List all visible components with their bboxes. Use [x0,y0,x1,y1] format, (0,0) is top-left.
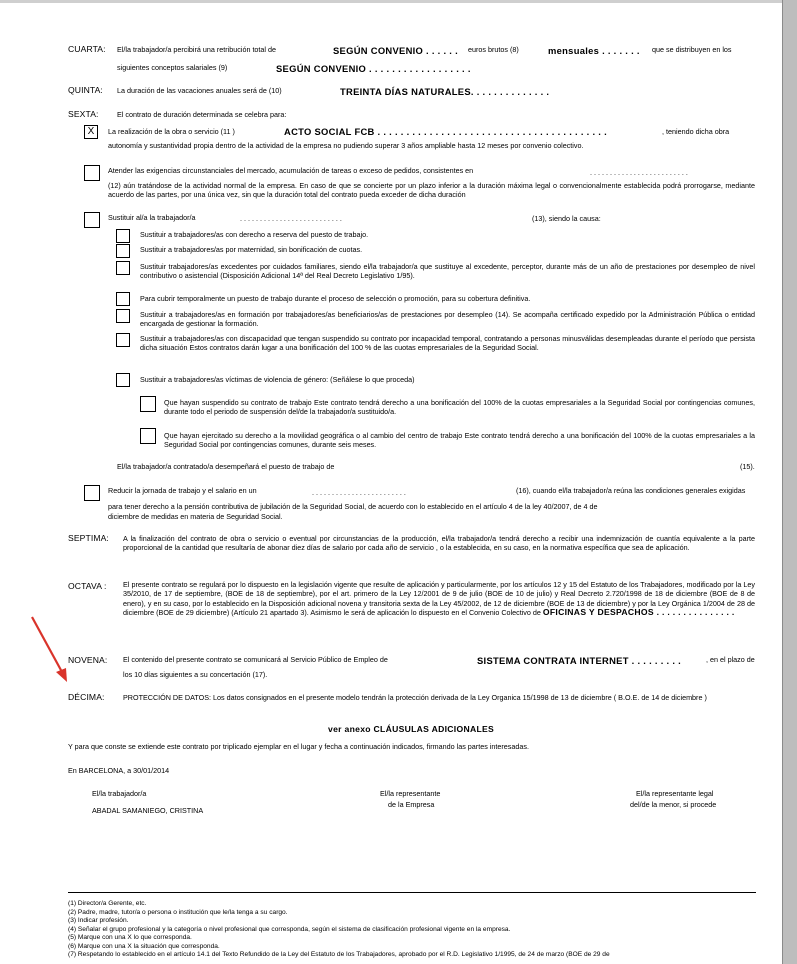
violencia-a-text: Que hayan suspendido su contrato de trabajo Este contrato tendrá derecho a una bonificación del 100% de la cuotas empresariales a la Seguridad Social por contingencias comunes, durante todo el periodo de suspensión del/de la trabajador/a sustituido/a. [164,398,755,417]
footnote-3: (3) Indicar profesión. [68,917,129,924]
obra-text-2: , teniendo dicha obra [662,127,730,136]
mercado-text-2: (12) aún tratándose de la actividad normal de la empresa. En caso de que se concierte por un plazo inferior a la duración máxima legal o convencionalmente establecida podrá prorrogarse, mediante acuerdo de las partes, por una única vez, sin que la duración total del contrato pueda exceder de dicha duración [108,181,755,200]
sustituir-option-6: Sustituir a trabajadores/as con discapacidad que tengan suspendido su contrato por incapacidad temporal, contratando a personas minusválidas desempleadas durante el período que persista dicha situación Estos contratos darán lugar a una bonificación del 100 % de las cuotas empresariales de la Seguridad Social. [140,334,755,353]
sustituir-option-3-checkbox[interactable] [116,261,130,275]
footnote-5: (5) Marque con una X lo que corresponda. [68,934,192,941]
puesto-ref: (15). [740,462,755,471]
novena-label: NOVENA: [68,655,108,665]
footnote-7: (7) Respetando lo establecido en el artículo 14.1 del Texto Refundido de la Ley del Estatuto de los Trabajadores, aprobado por el R.D. Legislativo 1/1995, de 24 de marzo (BOE de 29 de [68,951,610,958]
novena-value: SISTEMA CONTRATA INTERNET . . . . . . . . . [477,655,682,666]
reducir-dots: . . . . . . . . . . . . . . . . . . . . . . . . [312,488,406,497]
anexo-title: ver anexo CLÁUSULAS ADICIONALES [328,724,495,734]
sustituir-option-4-checkbox[interactable] [116,292,130,306]
footnote-4: (4) Señalar el grupo profesional y la categoría o nivel profesional que corresponda, según el sistema de clasificación profesional vigente en la empresa. [68,925,511,933]
footnote-2: (2) Padre, madre, tutor/a o persona o institución que le/la tenga a su cargo. [68,908,288,916]
septima-label: SEPTIMA: [68,533,109,543]
sustituir-option-7-checkbox[interactable] [116,373,130,387]
octava-text-body: El presente contrato se regulará por lo dispuesto en la legislación vigente que resulte de aplicación y particularmente, por los artículos 12 y 15 del Estatuto de los Trabajadores, modificado por la Ley 35/2010, de 17 de septiembre, (BOE de 18 de septiembre), por el art. primero de la Ley 12/2001 de 9 de julio (BOE de 10 de julio) y Real Decreto 2.720/1998 de 18 de diciembre (BOE de 8 de enero), y en su caso, por lo establecido en la Disposición adicional novena y transitoria sexta de la Ley 45/2002, de 12 de diciembre (BOE de 13 de diciembre) y por la Ley Orgánica 1/2004 de 28 de diciembre (BOE de 29 diciembre) (Artículo 21 apartado 3). Asimismo le será de aplicación lo dispuesto en el Convenio Colectivo de [123,580,755,617]
obra-text-3: autonomía y sustantividad propia dentro de la actividad de la empresa no pudiendo superar 3 años ampliable hasta 12 meses por convenio colectivo. [108,141,584,150]
sexta-intro: El contrato de duración determinada se celebra para: [117,110,287,119]
sustituir-option-4: Para cubrir temporalmente un puesto de trabajo durante el proceso de selección o promoción, para su cobertura definitiva. [140,294,531,303]
octava-value: OFICINAS Y DESPACHOS . . . . . . . . . . . . . . . [542,606,735,617]
sustituir-option-7: Sustituir a trabajadores/as víctimas de violencia de género: (Señálese lo que proceda) [140,375,415,384]
octava-label: OCTAVA : [68,581,107,591]
puesto-text: El/la trabajador/a contratado/a desempeñará el puesto de trabajo de [117,462,335,471]
mercado-checkbox[interactable] [84,165,100,181]
firma-trabajador-nombre: ABADAL SAMANIEGO, CRISTINA [92,806,204,815]
cuarta-text-3: que se distribuyen en los [652,45,732,54]
sustituir-text-1: Sustituir al/a la trabajador/a [108,213,196,222]
sustituir-dots: . . . . . . . . . . . . . . . . . . . . . . . . . . [240,214,342,223]
footnote-divider [68,892,756,893]
lugar-fecha: En BARCELONA, a 30/01/2014 [68,766,170,775]
sustituir-option-6-checkbox[interactable] [116,333,130,347]
sustituir-option-3: Sustituir trabajadores/as excedentes por cuidados familiares, siendo el/la trabajador/a que sustituye al excedente, perceptor, durante más de un año de prestaciones por desempleo de nivel contributivo o asistencial (Disposición Adicional 14ª del Real Decreto Legislativo 1/95). [140,262,755,281]
mercado-text-1: Atender las exigencias circunstanciales del mercado, acumulación de tareas o exceso de pedidos, consistentes en [108,166,474,175]
obra-checkbox[interactable]: X [84,125,98,139]
reducir-text-3: para tener derecho a la pensión contributiva de jubilación de la Seguridad Social, de acuerdo con lo establecido en el artículo 4 de la ley 40/2007, de 4 de [108,502,598,511]
cuarta-text-2: euros brutos (8) [468,45,519,54]
violencia-b-text: Que hayan ejercitado su derecho a la movilidad geográfica o al cambio del centro de trabajo Este contrato tendrá derecho a una bonificación del 100% de la cuotas empresariales a la Seguridad Social por contingencias comunes, durante seis meses. [164,431,755,450]
cuarta-text-4: siguientes conceptos salariales (9) [117,63,228,72]
reducir-text-4: diciembre de medidas en materia de Seguridad Social. [108,512,283,521]
reducir-checkbox[interactable] [84,485,100,501]
sustituir-option-1-checkbox[interactable] [116,229,130,243]
quinta-label: QUINTA: [68,85,103,95]
octava-text [123,580,755,617]
firma-empresa-l2: de la Empresa [388,800,435,809]
reducir-text-1: Reducir la jornada de trabajo y el salario en un [108,486,257,495]
firma-legal-l2: del/de la menor, si procede [630,800,717,809]
page-top-edge [0,0,797,3]
sustituir-text-2: (13), siendo la causa: [532,214,601,223]
obra-value: ACTO SOCIAL FCB . . . . . . . . . . . . . . . . . . . . . . . . . . . . . . . . . . . . . . . . [284,126,607,137]
cuarta-value-salary: SEGÚN CONVENIO . . . . . . [333,45,459,56]
quinta-text: La duración de las vacaciones anuales será de (10) [117,86,282,95]
firma-trabajador-label: El/la trabajador/a [92,789,147,798]
page-shadow [782,0,797,964]
novena-text-1: El contenido del presente contrato se comunicará al Servicio Público de Empleo de [123,655,388,664]
firma-empresa-l1: El/la representante [380,789,441,798]
cuarta-value-concepts: SEGÚN CONVENIO . . . . . . . . . . . . . . . . . . [276,63,471,74]
violencia-b-checkbox[interactable] [140,428,156,444]
footnote-1: (1) Director/a Gerente, etc. [68,900,147,907]
sustituir-option-5: Sustituir a trabajadores/as en formación por trabajadores/as beneficiarios/as de prestaciones por desempleo (14). Se acompaña certificado expedido por la Administración Pública o entidad encargada de gestionar la formación. [140,310,755,329]
firma-legal-l1: El/la representante legal [636,789,714,798]
sustituir-option-2-checkbox[interactable] [116,244,130,258]
footnote-6: (6) Marque con una X la situación que corresponda. [68,942,220,950]
conste-text: Y para que conste se extiende este contrato por triplicado ejemplar en el lugar y fecha a continuación indicados, firmando las partes interesadas. [68,742,529,751]
sexta-label: SEXTA: [68,109,99,119]
red-arrow-icon [28,614,72,686]
cuarta-value-period: mensuales . . . . . . . [548,45,640,56]
violencia-a-checkbox[interactable] [140,396,156,412]
sustituir-option-2: Sustituir a trabajadores/as por maternidad, sin bonificación de cuotas. [140,245,363,254]
cuarta-label: CUARTA: [68,44,106,54]
sustituir-checkbox[interactable] [84,212,100,228]
decima-text: PROTECCIÓN DE DATOS: Los datos consignados en el presente modelo tendrán la protección derivada de la Ley Organica 15/1998 de 13 de diciembre ( B.O.E. de 14 de diciembre ) [123,693,707,702]
reducir-text-2: (16), cuando el/la trabajador/a reúna las condiciones generales exigidas [516,486,746,495]
quinta-value: TREINTA DÍAS NATURALES. . . . . . . . . . . . . . [340,86,550,97]
sustituir-option-5-checkbox[interactable] [116,309,130,323]
decima-label: DÉCIMA: [68,692,105,702]
mercado-dots: . . . . . . . . . . . . . . . . . . . . . . . . . [590,168,688,177]
novena-text-3: los 10 días siguientes a su concertación (17). [123,670,268,679]
septima-text: A la finalización del contrato de obra o servicio o eventual por circunstancias de la producción, el/la trabajador/a tendrá derecho a recibir una indemnización de cuantía equivalente a la parte proporcional de la cantidad que resultaría de abonar diez días de salario por cada año de servicio , o la establecida, en su caso, en la normativa específica que sea de aplicación. [123,534,755,553]
novena-text-2: , en el plazo de [706,655,755,664]
obra-text-1: La realización de la obra o servicio (11 ) [108,127,235,136]
cuarta-text-1: El/la trabajador/a percibirá una retribución total de [117,45,277,54]
sustituir-option-1: Sustituir a trabajadores/as con derecho a reserva del puesto de trabajo. [140,230,369,239]
